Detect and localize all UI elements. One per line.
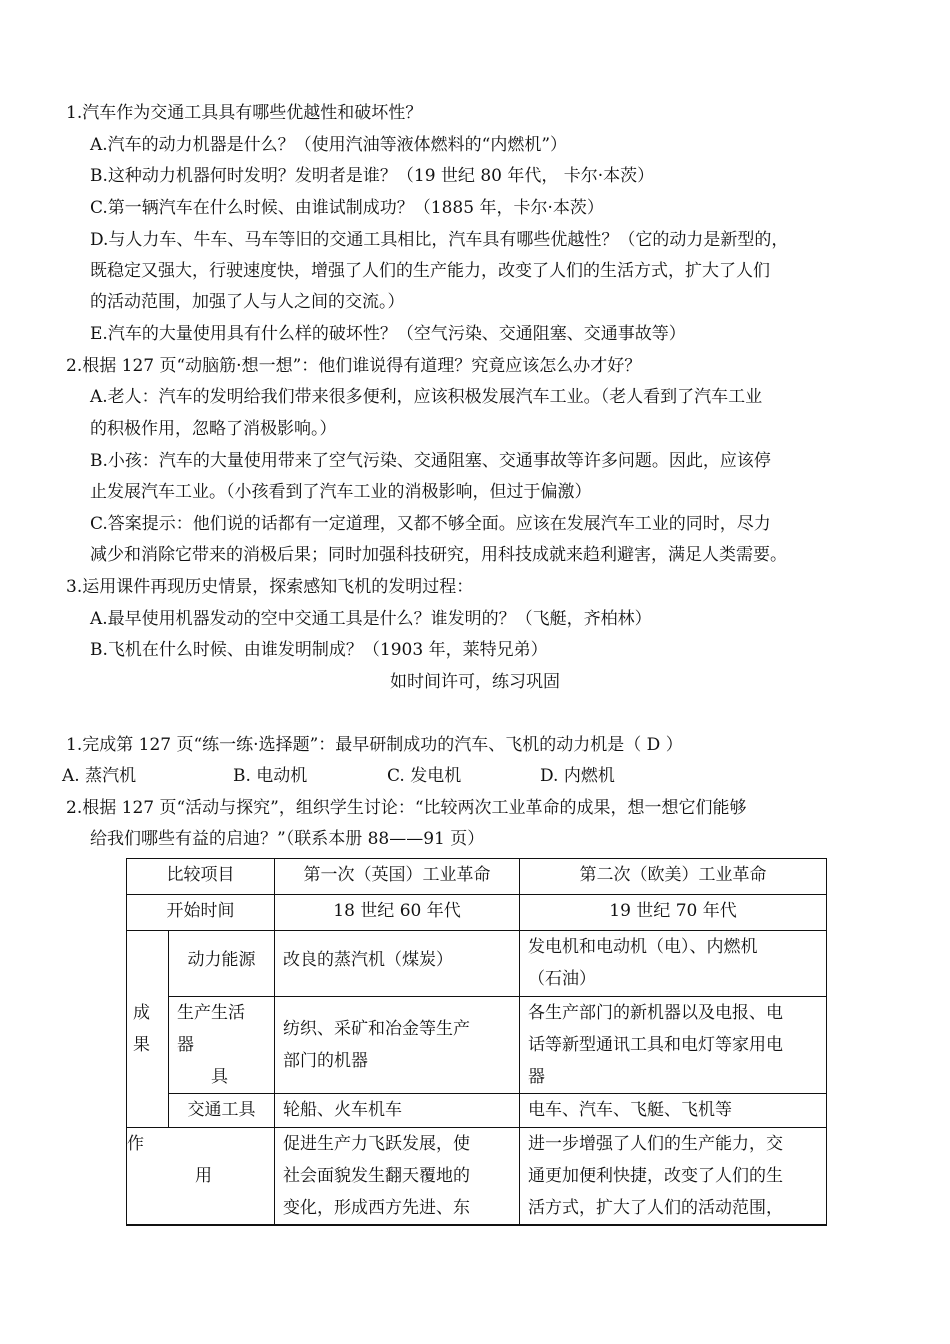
table-row — [127, 997, 827, 1094]
q2-item-a-line1: A.老人：汽车的发明给我们带来很多便利，应该积极发展汽车工业。（老人看到了汽车工业 — [90, 387, 763, 407]
cell-second-tools-line1: 各生产部门的新机器以及电报、电 — [528, 1003, 783, 1023]
table-row — [127, 895, 827, 931]
comparison-table — [126, 858, 827, 1226]
table-row — [127, 1094, 827, 1128]
cell-second-start: 19 世纪 70 年代 — [520, 895, 827, 931]
q1-title: 1.汽车作为交通工具具有哪些优越性和破坏性？ — [66, 103, 423, 123]
q1-item-b: B.这种动力机器何时发明？发明者是谁？（19 世纪 80 年代， 卡尔·本茨） — [90, 166, 655, 186]
q2-item-c-line1: C.答案提示：他们说的话都有一定道理，又都不够全面。应该在发展汽车工业的同时，尽力 — [90, 514, 771, 534]
table-header-row — [127, 859, 827, 895]
practice-q2-title-line1: 2.根据 127 页“活动与探究”，组织学生讨论：“比较两次工业革命的成果，想一想它们能够 — [66, 798, 747, 818]
cell-second-power-line1: 发电机和电动机（电）、内燃机 — [528, 937, 758, 957]
practice-heading: 如时间许可，练习巩固 — [390, 672, 560, 692]
q1-item-d-line3: 的活动范围，加强了人与人之间的交流。） — [90, 292, 405, 312]
effect-label-char2: 用 — [195, 1166, 212, 1186]
cell-first-tools-line1: 纺织、采矿和冶金等生产 — [283, 1019, 470, 1039]
cell-first-effect-line1: 促进生产力飞跃发展，使 — [283, 1134, 470, 1154]
q1-item-a: A.汽车的动力机器是什么？（使用汽油等液体燃料的“内燃机”） — [90, 135, 568, 155]
row-label-effect — [127, 1128, 275, 1226]
header-second-revolution: 第二次（欧美）工业革命 — [520, 859, 827, 895]
header-first-revolution: 第一次（英国）工业革命 — [275, 859, 520, 895]
cell-second-effect-line2: 通更加便利快捷，改变了人们的生 — [528, 1166, 783, 1186]
cell-first-tools — [275, 997, 520, 1094]
q2-item-c-line2: 减少和消除它带来的消极后果；同时加强科技研究，用科技成就来趋利避害，满足人类需要。 — [90, 545, 787, 565]
tools-label-line3: 具 — [211, 1067, 228, 1087]
results-label-char1: 成 — [133, 1003, 150, 1023]
tools-label-line2: 器 — [177, 1035, 194, 1055]
q2-title: 2.根据 127 页“动脑筋·想一想”：他们谁说得有道理？究竟应该怎么办才好？ — [66, 356, 642, 376]
q2-item-b-line1: B.小孩：汽车的大量使用带来了空气污染、交通阻塞、交通事故等许多问题。因此，应该停 — [90, 451, 771, 471]
cell-second-power — [520, 931, 827, 997]
effect-label-char1: 作 — [127, 1134, 144, 1154]
tools-label-line1: 生产生活 — [177, 1003, 245, 1023]
row-label-tools — [169, 997, 275, 1094]
q2-item-b-line2: 止发展汽车工业。（小孩看到了汽车工业的消极影响，但过于偏激） — [90, 482, 592, 502]
q2-item-a-line2: 的积极作用，忽略了消极影响。） — [90, 419, 337, 439]
row-label-transport: 交通工具 — [169, 1094, 275, 1128]
cell-first-transport: 轮船、火车机车 — [275, 1094, 520, 1128]
table-row — [127, 931, 827, 997]
q1-item-c: C.第一辆汽车在什么时候、由谁试制成功？（1885 年，卡尔·本茨） — [90, 198, 604, 218]
cell-first-effect-line3: 变化，形成西方先进、东 — [283, 1198, 470, 1218]
option-d: D. 内燃机 — [540, 766, 615, 786]
option-a: A. 蒸汽机 — [62, 766, 137, 786]
q1-item-d-line2: 既稳定又强大，行驶速度快，增强了人们的生产能力，改变了人们的生活方式，扩大了人们 — [90, 261, 770, 281]
q3-item-b: B.飞机在什么时候、由谁发明制成？（1903 年，莱特兄弟） — [90, 640, 548, 660]
option-c: C. 发电机 — [387, 766, 462, 786]
cell-second-transport: 电车、汽车、飞艇、飞机等 — [520, 1094, 827, 1128]
practice-q1-title: 1.完成第 127 页“练一练·选择题”：最早研制成功的汽车、飞机的动力机是（ D ） — [66, 735, 683, 755]
cell-second-power-line2: （石油） — [528, 969, 596, 989]
row-label-power: 动力能源 — [169, 931, 275, 997]
cell-first-power: 改良的蒸汽机（煤炭） — [275, 931, 520, 997]
header-compare-item: 比较项目 — [127, 859, 275, 895]
cell-second-effect — [520, 1128, 827, 1226]
cell-second-effect-line1: 进一步增强了人们的生产能力，交 — [528, 1134, 783, 1154]
results-label-char2: 果 — [133, 1035, 150, 1055]
practice-q2-title-line2: 给我们哪些有益的启迪？”（联系本册 88——91 页） — [90, 829, 485, 849]
cell-second-tools — [520, 997, 827, 1094]
table-row — [127, 1128, 827, 1226]
cell-first-effect — [275, 1128, 520, 1226]
cell-second-tools-line3: 器 — [528, 1067, 545, 1087]
cell-first-effect-line2: 社会面貌发生翻天覆地的 — [283, 1166, 470, 1186]
cell-second-tools-line2: 话等新型通讯工具和电灯等家用电 — [528, 1035, 783, 1055]
row-label-results — [127, 931, 169, 1128]
option-b: B. 电动机 — [233, 766, 308, 786]
cell-first-start: 18 世纪 60 年代 — [275, 895, 520, 931]
cell-first-tools-line2: 部门的机器 — [283, 1051, 368, 1071]
row-label-start-time: 开始时间 — [127, 895, 275, 931]
q1-item-e: E.汽车的大量使用具有什么样的破坏性？（空气污染、交通阻塞、交通事故等） — [90, 324, 686, 344]
q3-item-a: A.最早使用机器发动的空中交通工具是什么？谁发明的？（飞艇，齐柏林） — [90, 609, 652, 629]
q1-item-d-line1: D.与人力车、牛车、马车等旧的交通工具相比，汽车具有哪些优越性？（它的动力是新型的， — [90, 230, 789, 250]
cell-second-effect-line3: 活方式，扩大了人们的活动范围， — [528, 1198, 783, 1218]
q3-title: 3.运用课件再现历史情景，探索感知飞机的发明过程： — [66, 577, 474, 597]
